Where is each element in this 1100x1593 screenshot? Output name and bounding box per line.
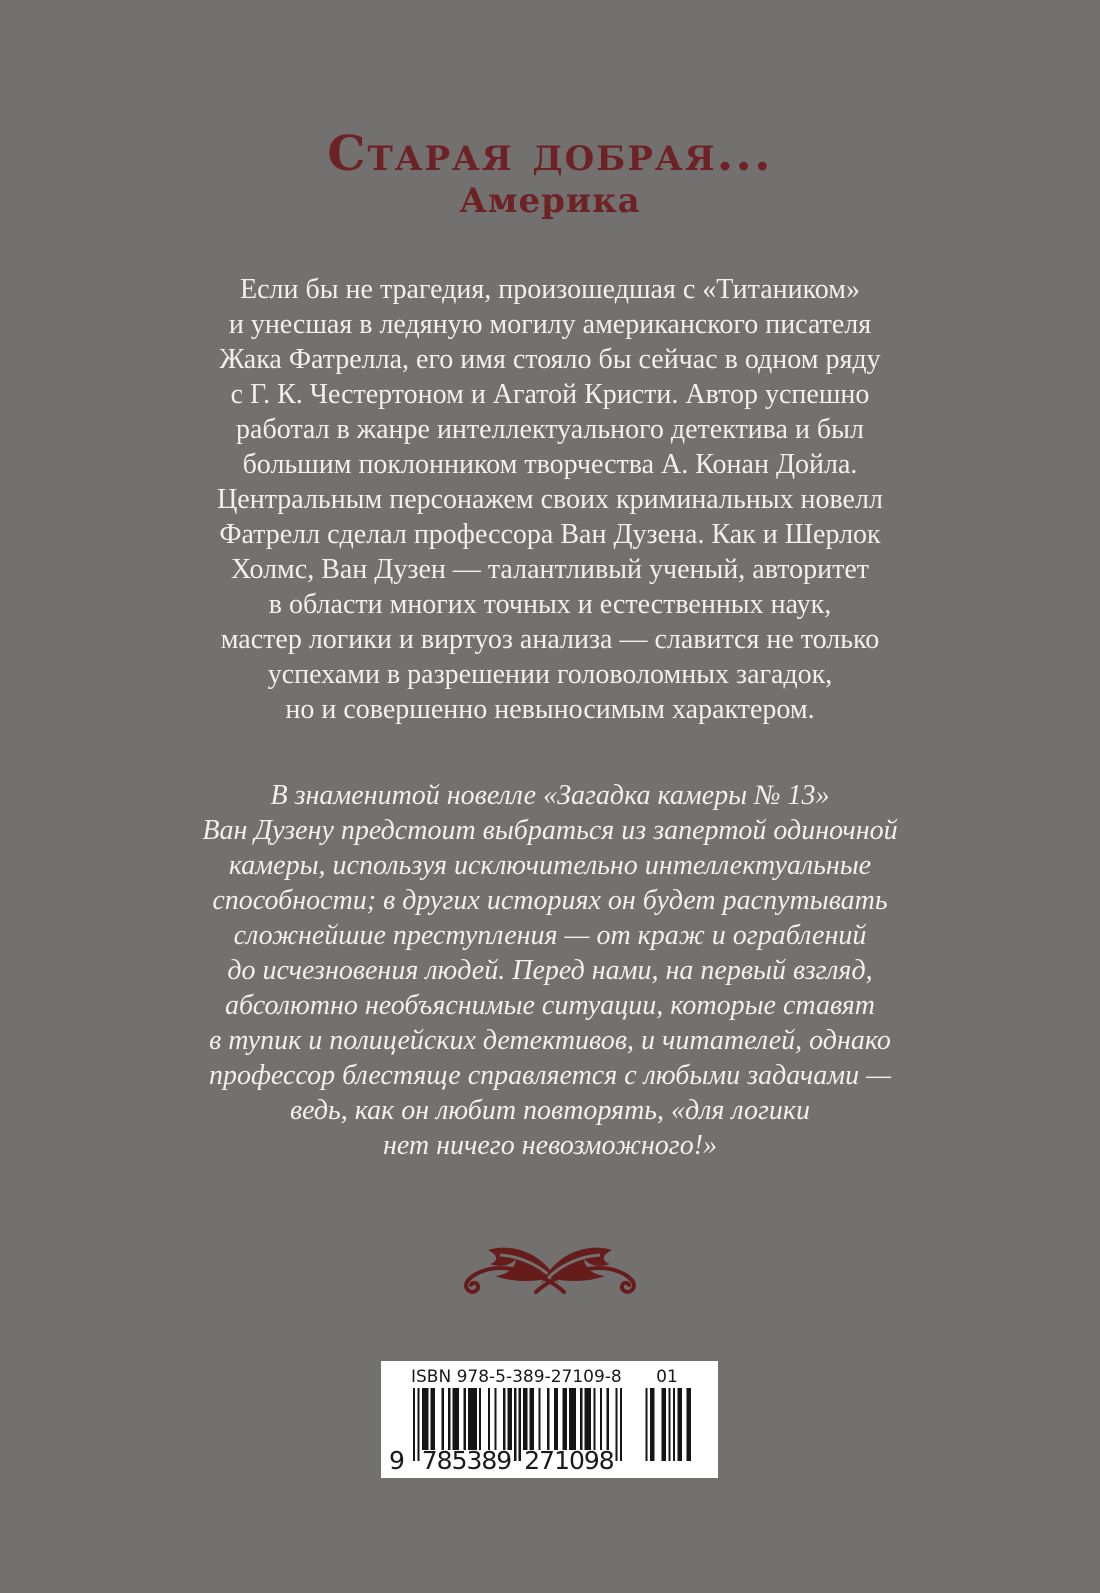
text-line: Жака Фатрелла, его имя стояло бы сейчас в одном ряду	[219, 344, 881, 375]
text-line: абсолютно необъяснимые ситуации, которые ставят	[225, 990, 875, 1021]
text-line: в области многих точных и естественных наук,	[268, 589, 832, 620]
barcode-digits-left-group: 785389	[421, 1446, 512, 1475]
book-synopsis-paragraph	[40, 778, 1060, 1163]
text-line: ведь, как он любит повторять, «для логики	[289, 1095, 810, 1126]
text-line: камеры, используя исключительно интеллектуальные	[228, 850, 872, 881]
series-title-block	[0, 126, 1100, 221]
text-line: до исчезновения людей. Перед нами, на первый взгляд,	[227, 955, 873, 986]
isbn-barcode-block	[381, 1361, 718, 1478]
text-line: Центральным персонажем своих криминальных новелл	[217, 484, 883, 515]
text-line: способности; в других историях он будет распутывать	[212, 885, 888, 916]
text-line: успехами в разрешении головоломных загадок,	[267, 659, 833, 690]
series-subtitle: Америка	[459, 180, 641, 221]
barcode-digits-right-group: 271098	[524, 1446, 614, 1475]
text-line: В знаменитой новелле «Загадка камеры № 13»	[270, 780, 830, 811]
author-annotation-paragraph	[40, 272, 1060, 727]
ean2-addon-barcode	[643, 1388, 691, 1461]
barcode-digit-leading: 9	[389, 1446, 405, 1475]
crossed-leaves-icon	[454, 1238, 646, 1296]
text-line: профессор блестяще справляется с любыми задачами —	[208, 1060, 891, 1091]
isbn-label: ISBN 978-5-389-27109-8	[411, 1367, 622, 1387]
text-line: Если бы не трагедия, произошедшая с «Титаником»	[239, 274, 860, 305]
text-line: и унесшая в ледяную могилу американского писателя	[228, 309, 872, 340]
series-title: Старая добрая...	[327, 126, 773, 182]
text-line: но и совершенно невыносимым характером.	[285, 694, 815, 725]
text-line: Ван Дузену предстоит выбраться из запертой одиночной	[202, 815, 898, 846]
leaf-flourish-ornament	[0, 1238, 1100, 1296]
text-line: Холмс, Ван Дузен — талантливый ученый, авторитет	[230, 554, 869, 585]
text-line: мастер логики и виртуоз анализа — славится не только	[220, 624, 880, 655]
text-line: сложнейшие преступления — от краж и ограблений	[233, 920, 867, 951]
text-line: большим поклонником творчества А. Конан Дойла.	[242, 449, 858, 480]
text-line: Фатрелл сделал профессора Ван Дузена. Как и Шерлок	[219, 519, 881, 550]
text-line: в тупик и полицейских детективов, и читателей, однако	[209, 1025, 891, 1056]
text-line: работал в жанре интеллектуального детектива и был	[236, 414, 864, 445]
barcode-addon-label: 01	[656, 1367, 678, 1387]
text-line: с Г. К. Честертоном и Агатой Кристи. Автор успешно	[230, 379, 870, 410]
text-line: нет ничего невозможного!»	[382, 1130, 718, 1161]
